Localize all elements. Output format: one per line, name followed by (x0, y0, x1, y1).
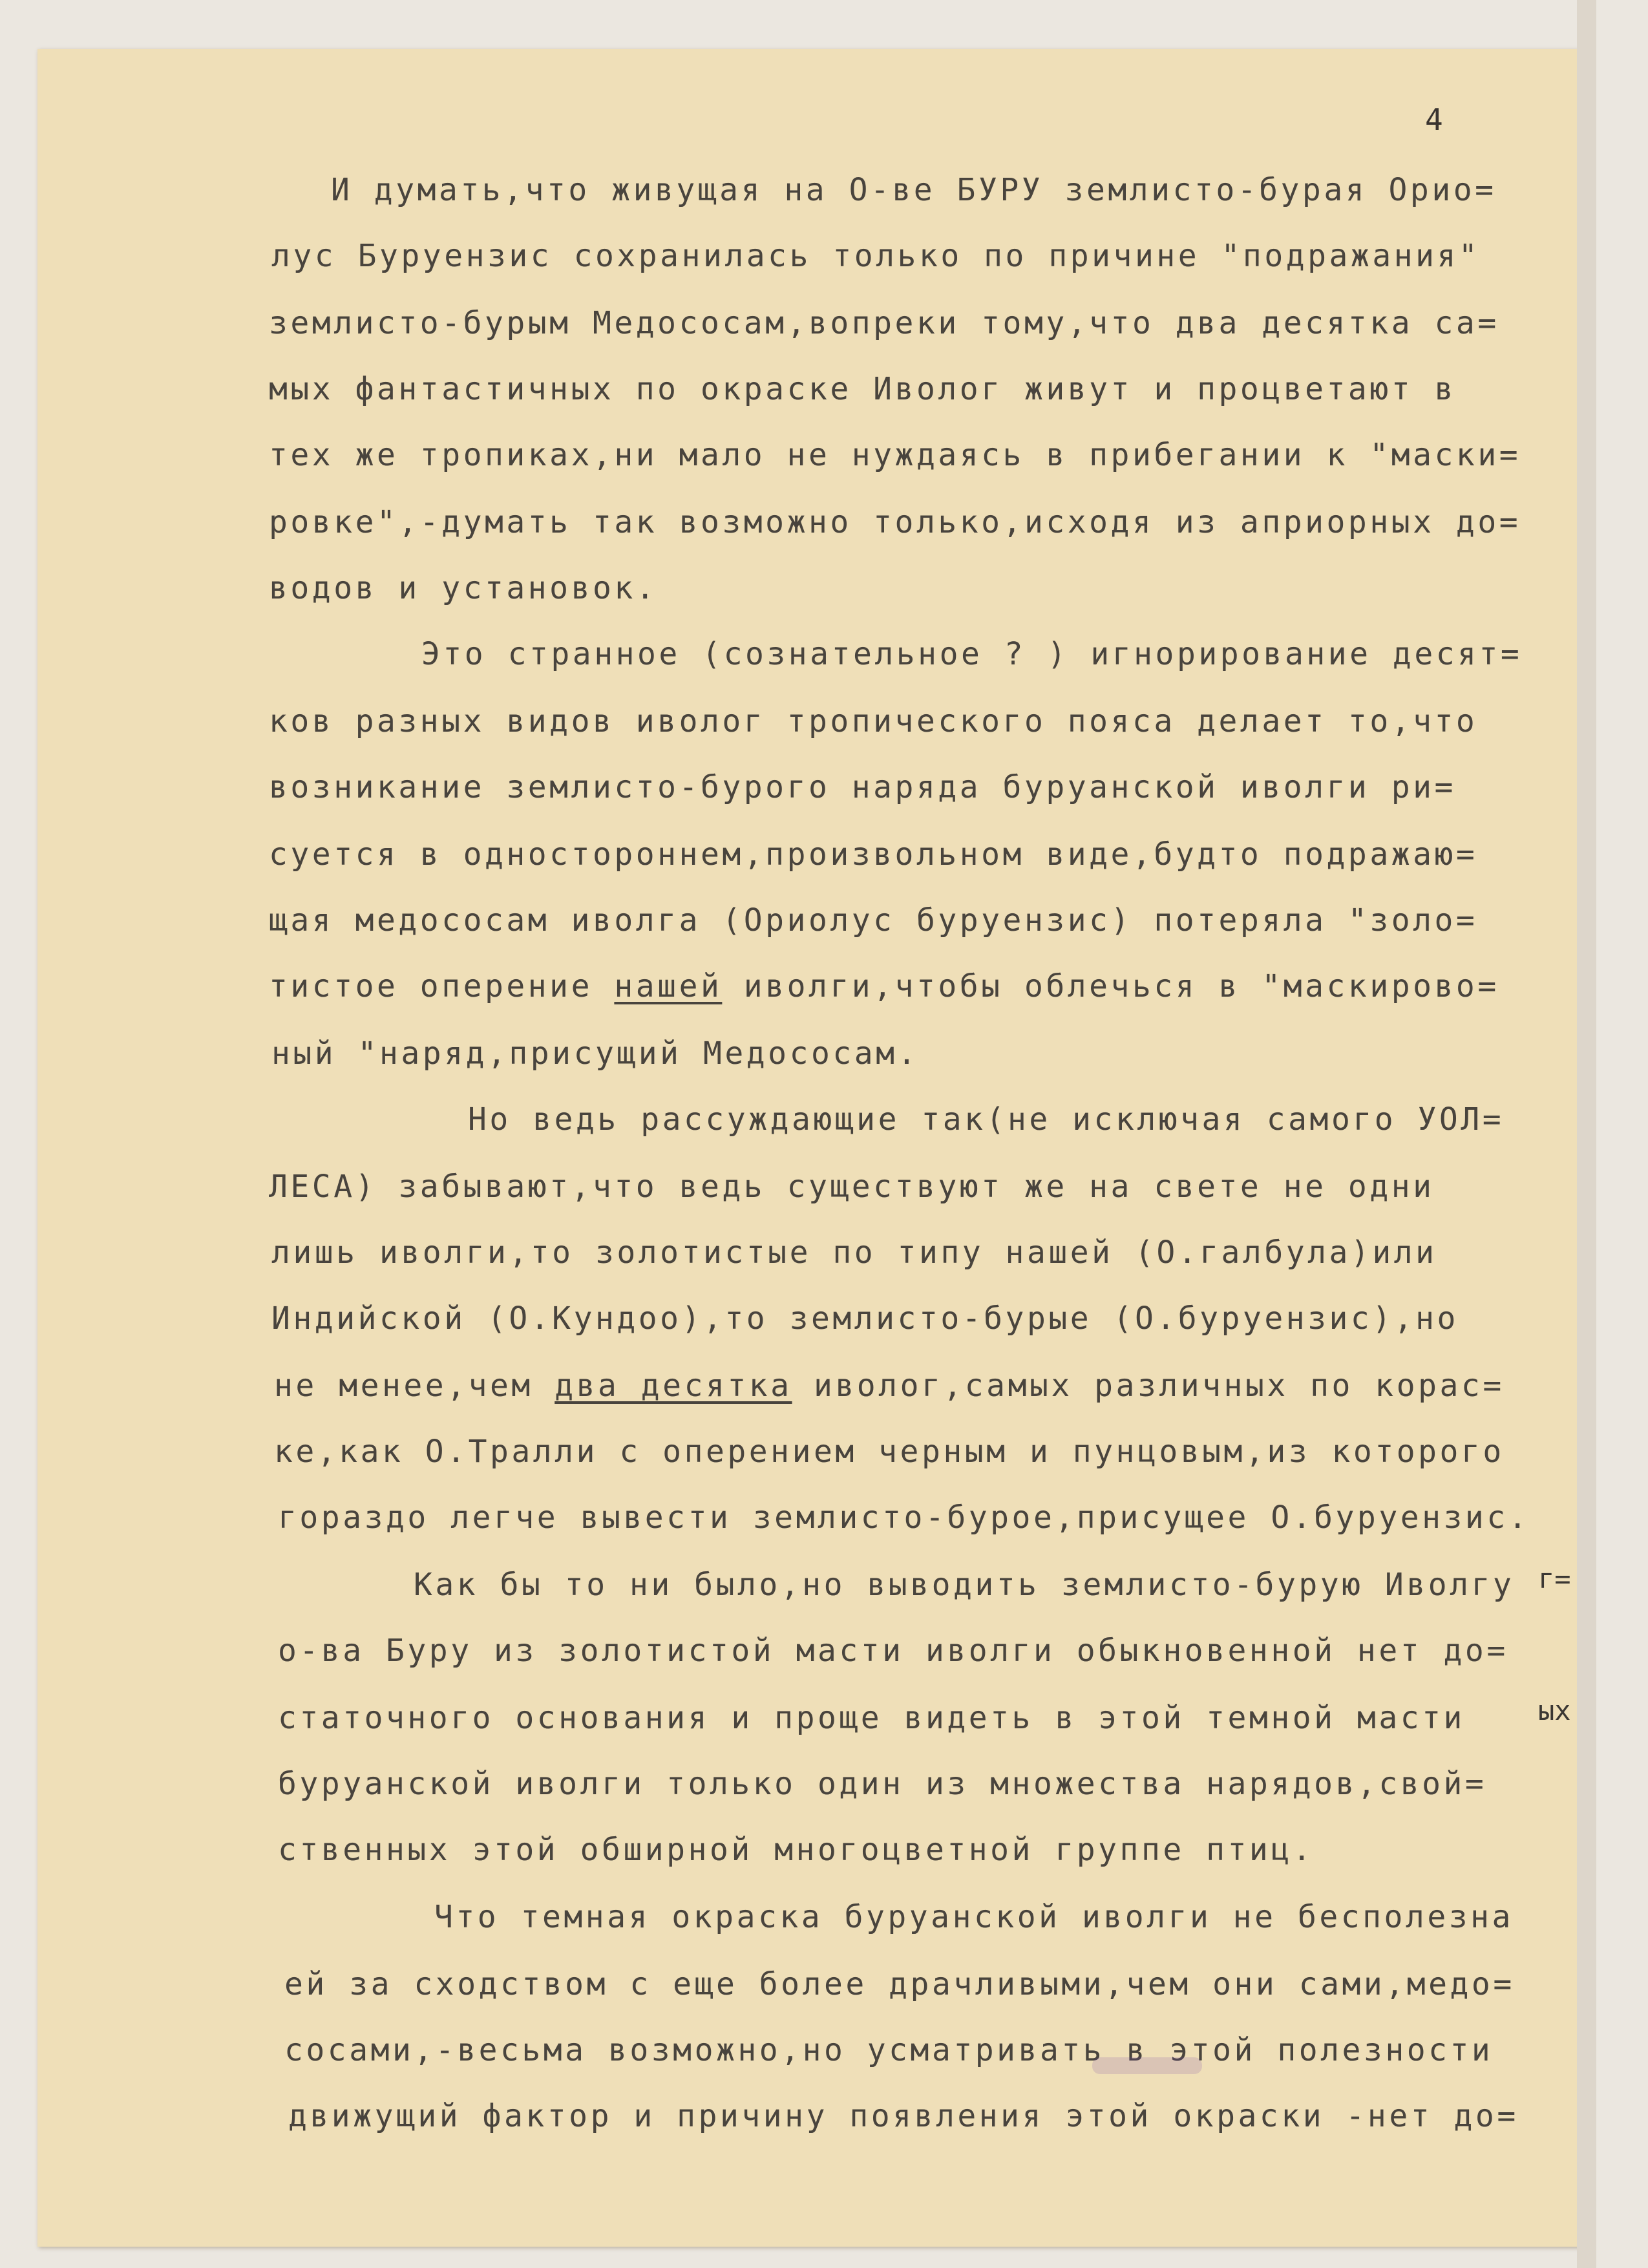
ink-smudge (1092, 2057, 1202, 2074)
text-line: землисто-бурым Медососам,вопреки тому,что два десятка са= (269, 305, 1499, 341)
text-line: возникание землисто-бурого наряда буруанской иволги ри= (269, 769, 1456, 805)
text-line: мых фантастичных по окраске Иволог живут и процветают в (269, 371, 1456, 407)
text-line: тех же тропиках,ни мало не нуждаясь в прибегании к "маски= (269, 437, 1521, 473)
text-line: ЛЕСА) забывают,что ведь существуют же на свете не одни (269, 1169, 1435, 1205)
text-line: статочного основания и проще видеть в этой темной масти (278, 1700, 1465, 1736)
text-line: ке,как О.Тралли с оперением черным и пунцовым,из которого (274, 1434, 1505, 1470)
text-line: лишь иволги,то золотистые по типу нашей (О.галбула)или (271, 1235, 1437, 1271)
text-line: ственных этой обширной многоцветной группе птиц. (278, 1832, 1315, 1868)
underlined-word: нашей (614, 968, 723, 1004)
text-segment: иволог,самых различных по корас= (792, 1368, 1505, 1404)
text-line: щая медососам иволга (Ориолус буруензис) потеряла "золо= (269, 902, 1478, 938)
text-line: водов и установок. (269, 570, 658, 606)
text-line: суется в одностороннем,произвольном виде,будто подражаю= (269, 836, 1478, 873)
text-line: сосами,-весьма возможно,но усматривать в этой полезности (284, 2032, 1494, 2068)
text-line-with-underline (274, 1368, 1505, 1404)
text-line: лус Буруензис сохранилась только по причине "подражания" (271, 238, 1481, 274)
text-line: движущий фактор и причину появления этой окраски -нет до= (288, 2098, 1519, 2134)
text-line: гораздо легче вывести землисто-бурое,присущее О.буруензис. (278, 1500, 1530, 1536)
text-line: о-ва Буру из золотистой масти иволги обыкновенной нет до= (278, 1633, 1508, 1669)
text-segment: тистое оперение (269, 968, 615, 1004)
text-line: Что темная окраска буруанской иволги не бесполезна (434, 1899, 1514, 1935)
text-line: Это странное (сознательное ? ) игнорирование десят= (421, 636, 1523, 672)
text-line: Как бы то ни было,но выводить землисто-бурую Иволгу (414, 1567, 1515, 1603)
text-line: ный "наряд,присущий Медососам. (271, 1035, 919, 1072)
scanner-edge (1577, 0, 1596, 2268)
text-line-with-underline (269, 968, 1499, 1004)
page-number: 4 (1425, 102, 1444, 137)
text-line: ков разных видов иволог тропического пояса делает то,что (269, 703, 1478, 739)
text-line: Но ведь рассуждающие так(не исключая самого УОЛ= (468, 1101, 1505, 1138)
text-line: Индийской (О.Кундоо),то землисто-бурые (О.буруензис),но (271, 1300, 1459, 1337)
text-line: буруанской иволги только один из множества нарядов,свой= (278, 1766, 1487, 1802)
margin-mark: г= (1538, 1563, 1571, 1595)
text-segment: не менее,чем (274, 1368, 555, 1404)
underlined-phrase: два десятка (555, 1368, 792, 1404)
text-line: ровке",-думать так возможно только,исходя из априорных до= (269, 504, 1521, 540)
text-line: ей за сходством с еще более драчливыми,чем они сами,медо= (284, 1966, 1515, 2002)
text-line: И думать,что живущая на О-ве БУРУ землисто-бурая Ориo= (331, 172, 1497, 208)
margin-mark: ых (1538, 1695, 1571, 1726)
text-segment: иволги,чтобы облечься в "маскирово= (722, 968, 1499, 1004)
